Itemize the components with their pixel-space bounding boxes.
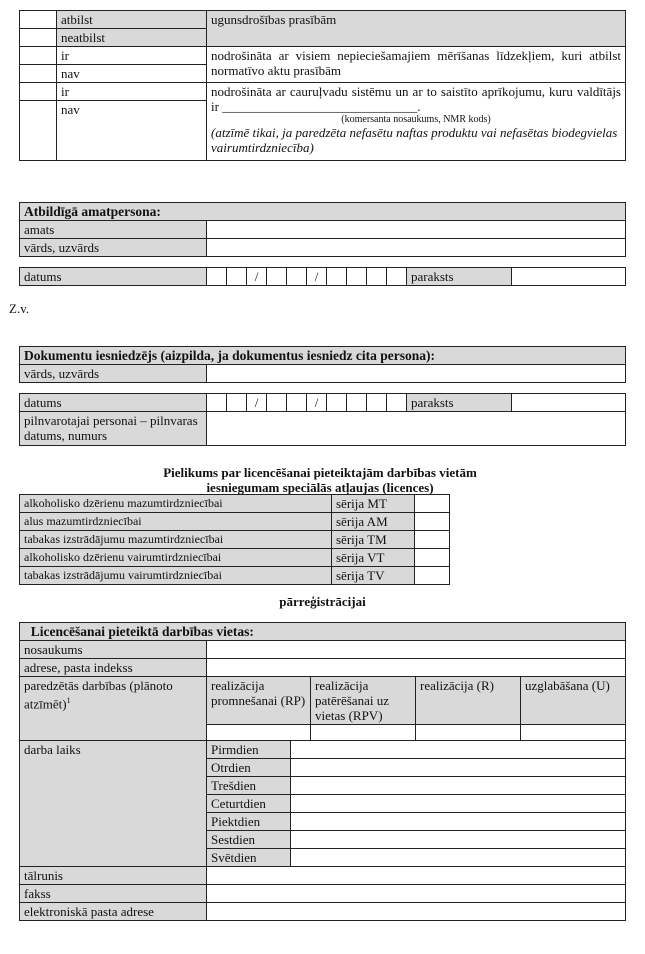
day-label: Svētdien	[207, 849, 291, 867]
fax-field[interactable]	[207, 885, 626, 903]
locations-header	[20, 623, 626, 641]
checkbox-ir-pipeline[interactable]	[20, 83, 57, 101]
submitter-signature-field[interactable]	[512, 394, 626, 412]
measuring-text: nodrošināta ar visiem nepieciešamajiem mērīšanas līdzekļiem, kuri atbilst normatīvo aktu prasībām	[207, 47, 626, 83]
date-digit-box[interactable]	[387, 394, 407, 412]
compliance-table	[19, 10, 626, 161]
annex-title	[60, 465, 580, 495]
date-digit-box[interactable]	[367, 268, 387, 286]
fax-label: fakss	[20, 885, 207, 903]
license-type-label: tabakas izstrādājumu mazumtirdzniecībai	[20, 531, 332, 549]
location-address-field[interactable]	[207, 659, 626, 677]
date-digit-box[interactable]	[227, 394, 247, 412]
position-label: amats	[20, 221, 207, 239]
license-checkbox[interactable]	[415, 495, 450, 513]
reregistration-label: pārreģistrācijai	[279, 594, 366, 609]
locations-header-text: Licencēšanai pieteiktā darbības vietas:	[30, 624, 254, 639]
checkbox-neatbilst[interactable]	[20, 29, 57, 47]
activity-checkbox-rp[interactable]	[207, 725, 311, 741]
phone-field[interactable]	[207, 867, 626, 885]
day-hours-field[interactable]	[291, 813, 626, 831]
signature-field[interactable]	[512, 268, 626, 286]
option-ir-measuring: ir	[57, 47, 207, 65]
day-label: Pirmdien	[207, 741, 291, 759]
phone-label: tālrunis	[20, 867, 207, 885]
date-digit-box[interactable]	[347, 268, 367, 286]
name-label: vārds, uzvārds	[20, 239, 207, 257]
activity-checkbox-r[interactable]	[416, 725, 521, 741]
activity-r: realizācija (R)	[416, 677, 521, 725]
license-series: sērija TV	[332, 567, 415, 585]
date-digit-box[interactable]	[387, 268, 407, 286]
day-label: Sestdien	[207, 831, 291, 849]
responsible-date-row	[19, 267, 626, 286]
date-label: datums	[20, 268, 207, 286]
proxy-field[interactable]	[207, 412, 626, 446]
activity-rp: realizācija promnešanai (RP)	[207, 677, 311, 725]
submitter-signature-label: paraksts	[407, 394, 512, 412]
day-label: Ceturtdien	[207, 795, 291, 813]
activity-u: uzglabāšana (U)	[521, 677, 626, 725]
hours-label: darba laiks	[20, 741, 207, 867]
license-series: sērija VT	[332, 549, 415, 567]
license-checkbox[interactable]	[415, 567, 450, 585]
fire-safety-text: ugunsdrošības prasībām	[207, 11, 626, 47]
day-hours-field[interactable]	[291, 759, 626, 777]
option-atbilst: atbilst	[57, 11, 207, 29]
checkbox-nav-pipeline[interactable]	[20, 101, 57, 161]
license-type-label: alus mazumtirdzniecībai	[20, 513, 332, 531]
submitter-table	[19, 346, 626, 383]
date-digit-box[interactable]	[367, 394, 387, 412]
day-hours-field[interactable]	[291, 849, 626, 867]
option-nav-measuring: nav	[57, 65, 207, 83]
stamp-place-label: Z.v.	[9, 301, 30, 316]
footnote-marker: 1	[66, 696, 71, 705]
activity-checkbox-rpv[interactable]	[311, 725, 416, 741]
responsible-header: Atbildīgā amatpersona:	[20, 203, 626, 221]
day-hours-field[interactable]	[291, 741, 626, 759]
location-address-label: adrese, pasta indekss	[20, 659, 207, 677]
locations-table	[19, 622, 626, 921]
submitter-name-label: vārds, uzvārds	[20, 365, 207, 383]
annex-title-line1: Pielikums par licencēšanai pieteiktajām darbības vietām	[163, 465, 477, 480]
license-type-label: tabakas izstrādājumu vairumtirdzniecībai	[20, 567, 332, 585]
name-field[interactable]	[207, 239, 626, 257]
license-type-label: alkoholisko dzērienu vairumtirdzniecībai	[20, 549, 332, 567]
day-hours-field[interactable]	[291, 795, 626, 813]
date-digit-box[interactable]	[227, 268, 247, 286]
option-neatbilst: neatbilst	[57, 29, 207, 47]
date-separator: /	[247, 394, 267, 412]
responsible-table	[19, 202, 626, 257]
activity-checkbox-u[interactable]	[521, 725, 626, 741]
day-label: Piektdien	[207, 813, 291, 831]
pipeline-cell	[207, 83, 626, 161]
date-digit-box[interactable]	[207, 268, 227, 286]
submitter-date-label: datums	[20, 394, 207, 412]
day-hours-field[interactable]	[291, 831, 626, 849]
license-checkbox[interactable]	[415, 549, 450, 567]
license-checkbox[interactable]	[415, 513, 450, 531]
signature-label: paraksts	[407, 268, 512, 286]
submitter-date-table	[19, 393, 626, 446]
date-digit-box[interactable]	[287, 394, 307, 412]
date-separator: /	[307, 268, 327, 286]
date-digit-box[interactable]	[327, 394, 347, 412]
license-series: sērija AM	[332, 513, 415, 531]
checkbox-nav-measuring[interactable]	[20, 65, 57, 83]
position-field[interactable]	[207, 221, 626, 239]
activities-label-text: paredzētās darbības (plānoto atzīmēt)	[24, 678, 173, 712]
submitter-header: Dokumentu iesniedzējs (aizpilda, ja dokumentus iesniedz cita persona):	[20, 347, 626, 365]
date-separator: /	[247, 268, 267, 286]
license-type-label: alkoholisko dzērienu mazumtirdzniecībai	[20, 495, 332, 513]
submitter-name-field[interactable]	[207, 365, 626, 383]
date-digit-box[interactable]	[267, 394, 287, 412]
pipeline-hint: (komersanta nosaukums, NMR kods)	[341, 114, 491, 125]
date-digit-box[interactable]	[207, 394, 227, 412]
checkbox-ir-measuring[interactable]	[20, 47, 57, 65]
pipeline-note: (atzīmē tikai, ja paredzēta nefasētu naftas produktu vai nefasētas biodegvielas vairumtirdzniecība)	[211, 125, 618, 155]
date-digit-box[interactable]	[327, 268, 347, 286]
license-series: sērija MT	[332, 495, 415, 513]
activities-label	[20, 677, 207, 741]
email-label: elektroniskā pasta adrese	[20, 903, 207, 921]
annex-title-line2: iesniegumam speciālās atļaujas (licences)	[206, 480, 434, 495]
license-series: sērija TM	[332, 531, 415, 549]
license-checkbox[interactable]	[415, 531, 450, 549]
email-field[interactable]	[207, 903, 626, 921]
activity-rpv: realizācija patērēšanai uz vietas (RPV)	[311, 677, 416, 725]
pipeline-text: nodrošināta ar cauruļvadu sistēmu un ar to saistīto aprīkojumu, kuru valdītājs ir ______________________________.	[211, 84, 621, 114]
option-nav-pipeline: nav	[57, 101, 207, 161]
date-separator: /	[307, 394, 327, 412]
date-digit-box[interactable]	[347, 394, 367, 412]
day-label: Otrdien	[207, 759, 291, 777]
date-digit-box[interactable]	[267, 268, 287, 286]
location-name-label: nosaukums	[20, 641, 207, 659]
checkbox-atbilst[interactable]	[20, 11, 57, 29]
proxy-label: pilnvarotajai personai – pilnvaras datums, numurs	[20, 412, 207, 446]
location-name-field[interactable]	[207, 641, 626, 659]
option-ir-pipeline: ir	[57, 83, 207, 101]
license-types-table	[19, 494, 450, 585]
date-digit-box[interactable]	[287, 268, 307, 286]
day-hours-field[interactable]	[291, 777, 626, 795]
day-label: Trešdien	[207, 777, 291, 795]
